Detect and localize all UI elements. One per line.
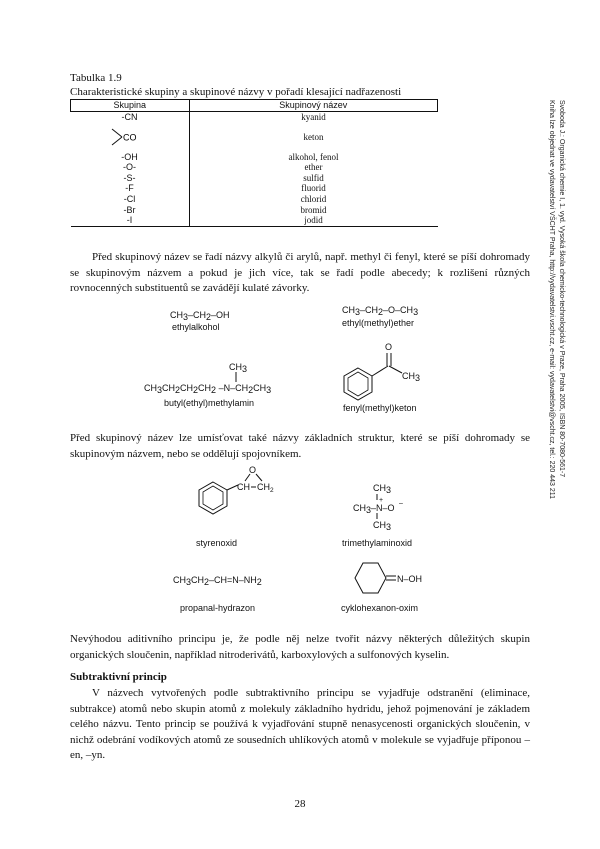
cyklohexanonoxim-label: cyklohexanon-oxim: [341, 603, 419, 613]
table-cell-name: ether: [304, 162, 323, 173]
table-cell-group: -Br: [71, 205, 190, 216]
citation-sidebar: [546, 100, 566, 499]
section-text: V názvech vytvořených podle subtraktivního principu se vyjadřuje odstranění (eliminace, subtrakce) atomů nebo skupin atomů z molekuly základního hydridu, jehož pojmenování je základem celého názvu. Tento princip se používá k vyjadřování stupně nenasycenosti organických sloučenin, v nichž odebrání vodíkových atomů ze sousedních uhlíkových atomů v molekule se vyjadřuje příponou –en, –yn.: [70, 687, 530, 761]
table-cell-name: alkohol, fenol: [288, 151, 339, 162]
table-cell-group: -I: [71, 215, 190, 226]
table-cell-name: chlorid: [300, 193, 327, 204]
svg-text:+: +: [379, 497, 384, 504]
propanalhydrazon-label: propanal-hydrazon: [180, 603, 256, 613]
table-cell-name: keton: [303, 131, 324, 142]
propanalhydrazon-structure: [173, 575, 262, 587]
svg-text:CH3–CH2–O–CH3: CH3–CH2–O–CH3: [342, 305, 419, 317]
section-heading: Subtraktivní princip: [70, 671, 167, 683]
paragraph-disadvantage: Nevýhodou aditivního principu je, že podle něj nelze tvořit názvy některých důležitých skupin organických sloučenin, například nitroderivátů, karboxylových a sulfonových kyselin.: [70, 633, 530, 661]
svg-text:N–OH: N–OH: [397, 574, 423, 584]
citation-line: Svoboda J.: Organická chemie I, 1. vyd. Vysoká škola chemicko-technologická v Praze, Praha 2005, ISBN 80-7080-561-7: [558, 100, 565, 478]
table-cell-name: fluorid: [301, 183, 326, 194]
table-cell-group: -S-: [71, 173, 190, 184]
table-header-name: Skupinový název: [189, 100, 438, 112]
svg-text:CH3CH2–CH=N–NH2: CH3CH2–CH=N–NH2: [173, 575, 262, 587]
table-cell-name: kyanid: [301, 112, 326, 122]
ethylmethylether-label: ethyl(methyl)ether: [342, 318, 415, 328]
ketone-group-label: CO: [122, 132, 136, 143]
paragraph-substituents: Před skupinový název se řadí názvy alkylů či arylů, např. methyl či fenyl, které se píší dohromady se skupinovým názvem a pokud je jich více, tak se řadí podle abecedy; k rozlišení různých rovnocenných substituentů se zavádějí kulaté závorky.: [70, 251, 530, 294]
table-cell-group: -OH: [71, 152, 190, 163]
svg-text:2: 2: [270, 487, 274, 494]
trimethylaminoxid-structure: [353, 483, 403, 532]
svg-text:CH3–N–O: CH3–N–O: [353, 503, 395, 515]
table-cell-name: sulfid: [303, 172, 324, 183]
table-cell-name: jodid: [189, 215, 438, 226]
svg-text:–: –: [399, 500, 403, 507]
table-title: Charakteristické skupiny a skupinové názvy v pořadí klesající nadřazenosti: [70, 86, 402, 98]
svg-text:CH3: CH3: [229, 362, 248, 374]
svg-text:CH: CH: [257, 482, 270, 492]
svg-text:CH: CH: [237, 482, 250, 492]
svg-text:O: O: [385, 342, 393, 352]
cyklohexanonoxim-structure: [355, 563, 422, 593]
table-cell-group: -O-: [71, 162, 190, 173]
fenylmethylketon-label: fenyl(methyl)keton: [343, 403, 417, 413]
svg-text:CH3: CH3: [373, 520, 392, 532]
table-number: Tabulka 1.9: [70, 72, 122, 84]
table-cell-group: -F: [71, 183, 190, 194]
ethylalkohol-label: ethylalkohol: [172, 322, 220, 332]
styrenoxid-label: styrenoxid: [196, 538, 238, 548]
butylethylmethylamin-label: butyl(ethyl)methylamin: [164, 398, 255, 408]
paragraph-base-structures: Před skupinový název lze umísťovat také názvy základních struktur, které se píší dohromady se skupinovým názvem, nebo se oddělují spojovníkem.: [70, 432, 530, 460]
svg-text:CH3: CH3: [373, 483, 392, 495]
table-cell-name: bromid: [300, 204, 327, 215]
svg-text:O: O: [249, 465, 257, 475]
svg-text:CH3–CH2–OH: CH3–CH2–OH: [170, 310, 230, 322]
table-cell-group: -CN: [71, 112, 190, 123]
svg-text:CH3: CH3: [402, 371, 421, 383]
trimethylaminoxid-label: trimethylaminoxid: [342, 538, 413, 548]
table-cell-group: -Cl: [71, 194, 190, 205]
styrenoxid-structure: [199, 465, 274, 514]
order-line: Kniha lze objednat ve vydavatelství VŠCHT Praha, http://vydavatelstvi.vscht.cz, e-mail: vydavatelstvi@vscht.cz, tel.: 220 443 211: [548, 100, 555, 500]
table-header-group: Skupina: [71, 100, 190, 112]
svg-text:CH3CH2CH2CH2 –N–CH2CH3: CH3CH2CH2CH2 –N–CH2CH3: [144, 383, 272, 395]
page-number: 28: [294, 798, 306, 810]
